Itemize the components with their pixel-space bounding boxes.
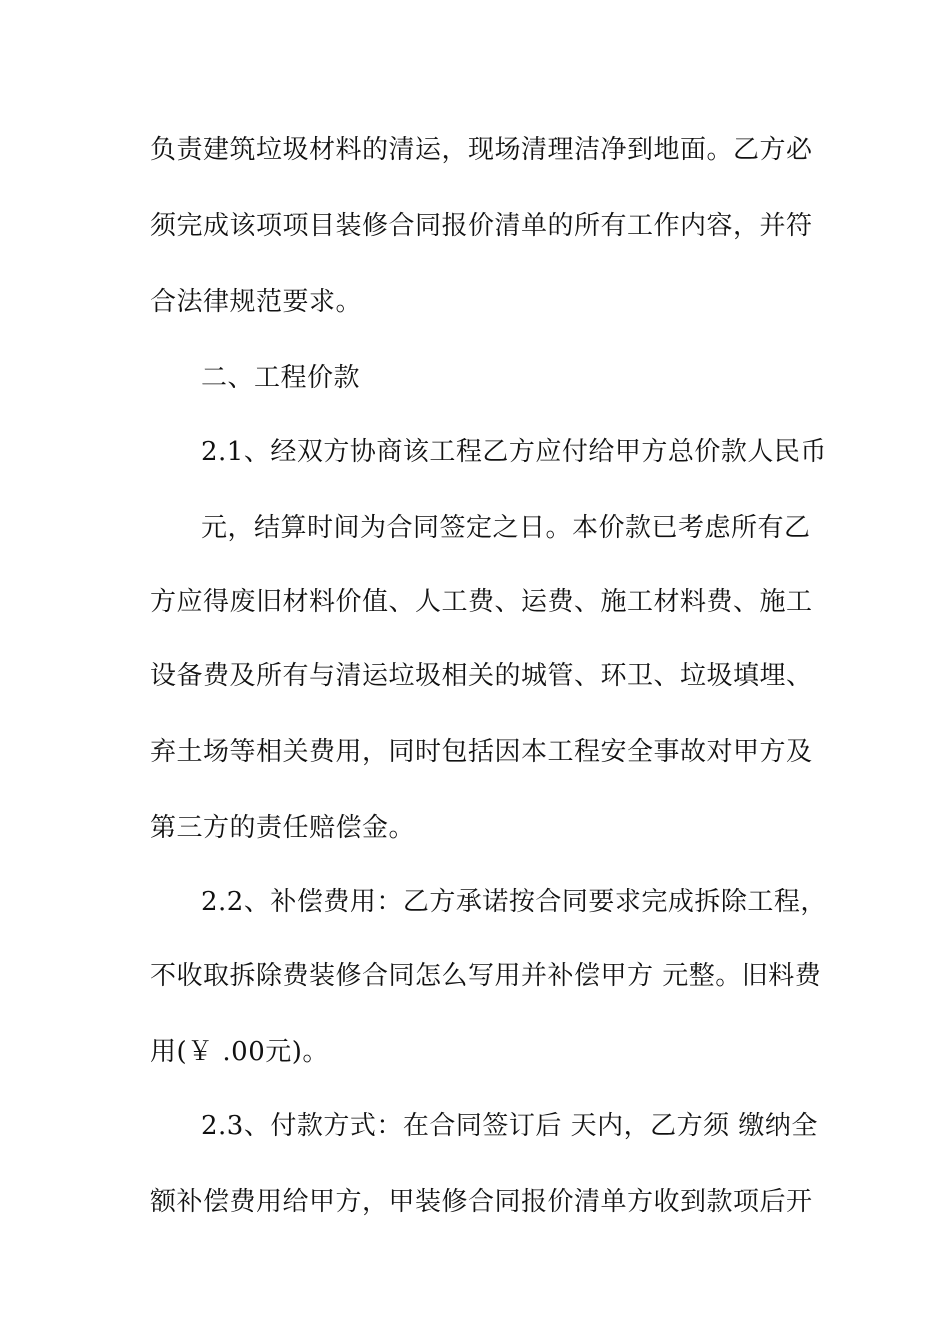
text-line-15: 额补偿费用给甲方，甲装修合同报价清单方收到款项后开 [150, 1187, 813, 1217]
text-line-8: 设备费及所有与清运垃圾相关的城管、环卫、垃圾填埋、 [150, 661, 813, 691]
section-heading: 二、工程价款 [201, 363, 361, 393]
text-line-11: 2.2、补偿费用：乙方承诺按合同要求完成拆除工程， [201, 887, 827, 917]
text-line-7: 方应得废旧材料价值、人工费、运费、施工材料费、施工 [150, 587, 813, 617]
text-line-2: 须完成该项项目装修合同报价清单的所有工作内容，并符 [150, 211, 813, 241]
text-line-1: 负责建筑垃圾材料的清运，现场清理洁净到地面。乙方必 [150, 135, 813, 165]
text-line-5: 2.1、经双方协商该工程乙方应付给甲方总价款人民币 [201, 437, 827, 467]
text-line-12: 不收取拆除费装修合同怎么写用并补偿甲方 元整。旧料费 [150, 961, 822, 991]
text-line-14: 2.3、付款方式：在合同签订后 天内，乙方须 缴纳全 [201, 1111, 818, 1141]
text-line-13: 用(￥ .00元)。 [150, 1037, 329, 1067]
text-line-3: 合法律规范要求。 [150, 287, 363, 317]
text-line-10: 第三方的责任赔偿金。 [150, 813, 416, 843]
text-line-6: 元，结算时间为合同签定之日。本价款已考虑所有乙 [201, 513, 811, 543]
text-line-9: 弃土场等相关费用，同时包括因本工程安全事故对甲方及 [150, 737, 813, 767]
